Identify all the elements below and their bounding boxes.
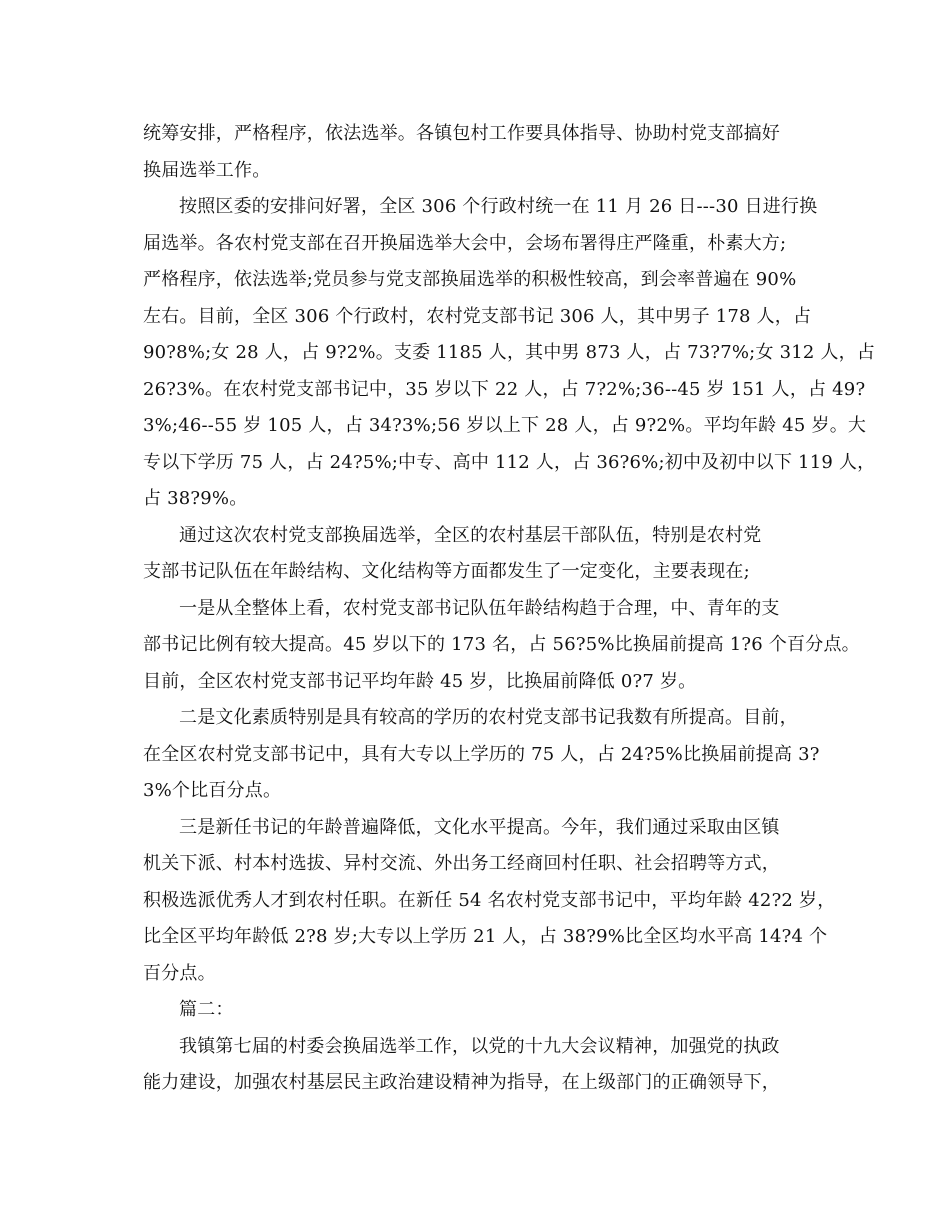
text-line: 按照区委的安排问好署，全区 306 个行政村统一在 11 月 26 日---30 日进行换 xyxy=(179,196,818,217)
text-line: 统筹安排，严格程序，依法选举。各镇包村工作要具体指导、协助村党支部搞好 xyxy=(143,123,780,144)
text-line: 在全区农村党支部书记中，具有大专以上学历的 75 人，占 24?5%比换届前提高 3? xyxy=(143,743,820,765)
text-line: 能力建设，加强农村基层民主政治建设精神为指导，在上级部门的正确领导下， xyxy=(143,1072,780,1093)
text-line: 严格程序，依法选举;党员参与党支部换届选举的积极性较高，到会率普遍在 90% xyxy=(143,269,797,290)
text-line: 专以下学历 75 人，占 24?5%;中专、高中 112 人，占 36?6%;初中及初中以下 119 人， xyxy=(143,451,876,473)
text-line: 二是文化素质特别是具有较高的学历的农村党支部书记我数有所提高。目前， xyxy=(179,707,798,728)
text-line: 目前，全区农村党支部书记平均年龄 45 岁，比换届前降低 0?7 岁。 xyxy=(143,670,697,692)
text-line: 部书记比例有较大提高。45 岁以下的 173 名，占 56?5%比换届前提高 1?6 个百分点。 xyxy=(143,634,860,655)
text-line: 一是从全整体上看，农村党支部书记队伍年龄结构趋于合理，中、青年的支 xyxy=(179,597,780,619)
document-body xyxy=(143,116,876,1102)
text-line: 3%个比百分点。 xyxy=(143,780,282,801)
text-line: 3%;46--55 岁 105 人，占 34?3%;56 岁以上下 28 人，占 9?2%。平均年龄 45 岁。大 xyxy=(143,415,867,436)
text-line: 左右。目前，全区 306 个行政村，农村党支部书记 306 人，其中男子 178 人，占 xyxy=(143,305,812,327)
text-line: 我镇第七届的村委会换届选举工作，以党的十九大会议精神，加强党的执政 xyxy=(179,1035,780,1057)
text-line: 占 38?9%。 xyxy=(143,488,248,509)
text-line: 三是新任书记的年龄普遍降低，文化水平提高。今年，我们通过采取由区镇 xyxy=(179,816,780,838)
text-line: 通过这次农村党支部换届选举，全区的农村基层干部队伍，特别是农村党 xyxy=(179,524,762,546)
text-line: 届选举。各农村党支部在召开换届选举大会中，会场布署得庄严隆重，朴素大方; xyxy=(143,232,787,254)
text-line: 比全区平均年龄低 2?8 岁;大专以上学历 21 人，占 38?9%比全区均水平高 14?4 个 xyxy=(143,926,828,947)
text-line: 换届选举工作。 xyxy=(143,159,271,181)
text-line: 机关下派、村本村选拔、异村交流、外出务工经商回村任职、社会招聘等方式， xyxy=(143,853,780,874)
text-line: 篇二： xyxy=(179,999,234,1020)
text-line: 90?8%;女 28 人，占 9?2%。支委 1185 人，其中男 873 人，占 73?7%;女 312 人，占 xyxy=(143,342,876,363)
text-line: 百分点。 xyxy=(143,962,216,984)
text-line: 支部书记队伍在年龄结构、文化结构等方面都发生了一定变化，主要表现在; xyxy=(143,561,750,582)
text-line: 26?3%。在农村党支部书记中，35 岁以下 22 人，占 7?2%;36--45 岁 151 人，占 49? xyxy=(143,378,866,400)
text-line: 积极选派优秀人才到农村任职。在新任 54 名农村党支部书记中，平均年龄 42?2 岁， xyxy=(143,889,836,911)
